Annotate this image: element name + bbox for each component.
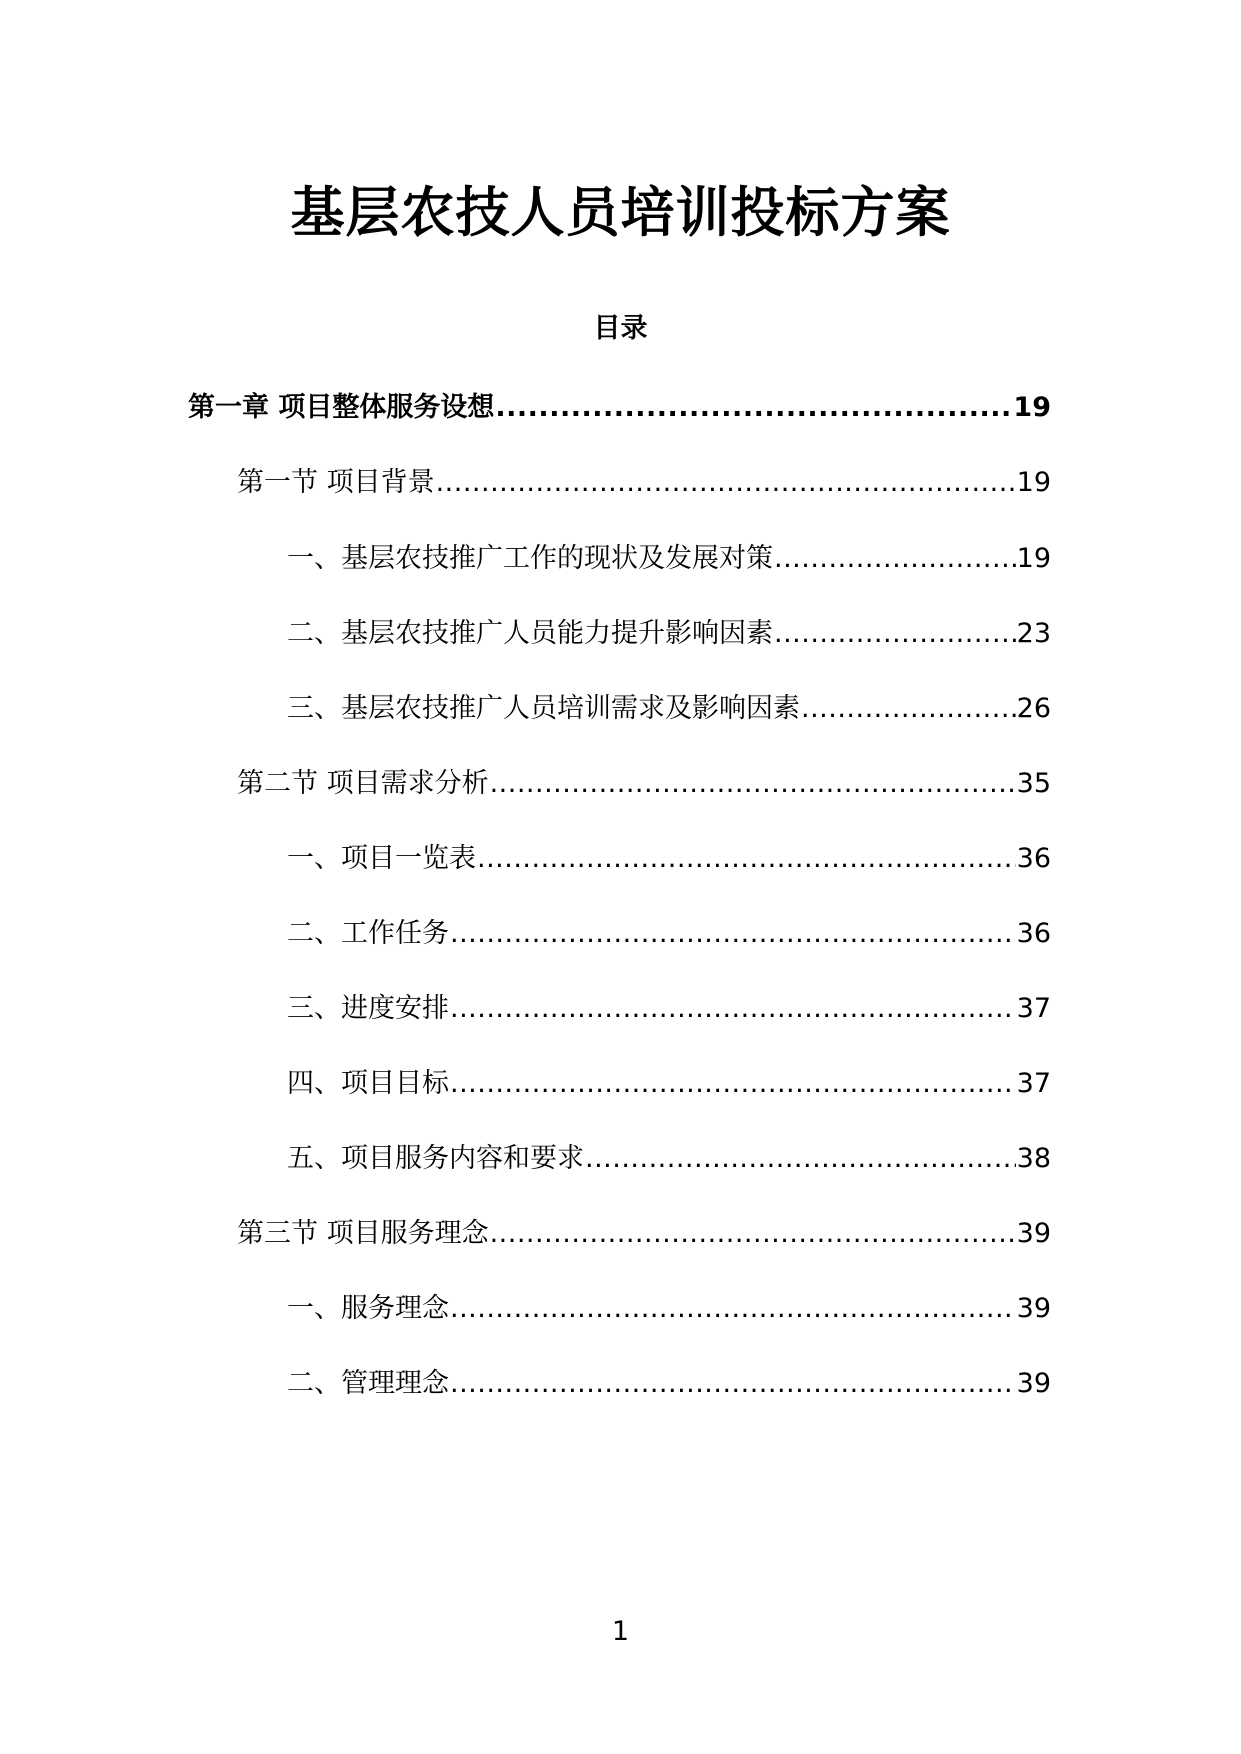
toc-leader-dots [450,1064,1016,1104]
toc-entry-page: 37 [1016,1068,1051,1099]
toc-leader-dots [477,839,1016,879]
toc-entry-item[interactable] [287,1064,1051,1104]
toc-entry-page: 39 [1016,1218,1051,1249]
toc-entry-item[interactable] [287,989,1051,1029]
toc-leader-dots [774,614,1016,654]
toc-entry-section-3[interactable] [237,1214,1051,1254]
toc-leader-dots [585,1139,1016,1179]
toc-entry-label: 第二节 项目需求分析 [237,768,489,799]
toc-entry-chapter-1[interactable] [188,388,1051,428]
toc-entry-label: 三、进度安排 [287,993,449,1024]
toc-entry-page: 23 [1016,618,1051,649]
toc-leader-dots [495,388,1012,428]
toc-entry-label: 第三节 项目服务理念 [237,1218,489,1249]
toc-entry-page: 37 [1016,993,1051,1024]
toc-entry-page: 19 [1016,467,1051,498]
toc-entry-item[interactable] [287,539,1051,579]
toc-entry-item[interactable] [287,1364,1051,1404]
toc-entry-label: 四、项目目标 [287,1068,449,1099]
toc-entry-page: 19 [1013,392,1051,423]
toc-entry-label: 一、项目一览表 [287,843,476,874]
toc-entry-page: 19 [1016,543,1051,574]
toc-heading: 目录 [593,313,648,344]
toc-entry-page: 36 [1016,843,1051,874]
toc-entry-item[interactable] [287,1289,1051,1329]
toc-entry-label: 五、项目服务内容和要求 [287,1143,584,1174]
toc-leader-dots [450,1364,1016,1404]
toc-leader-dots [490,764,1016,804]
page-number: 1 [611,1616,630,1647]
toc-entry-label: 第一节 项目背景 [237,467,435,498]
toc-entry-label: 一、基层农技推广工作的现状及发展对策 [287,543,773,574]
document-title: 基层农技人员培训投标方案 [290,181,951,244]
toc-leader-dots [436,463,1016,503]
toc-entry-item[interactable] [287,839,1051,879]
toc-entry-label: 第一章 项目整体服务设想 [188,392,495,423]
toc-entry-item[interactable] [287,1139,1051,1179]
toc-entry-page: 35 [1016,768,1051,799]
toc-entry-item[interactable] [287,689,1051,729]
toc-leader-dots [450,914,1016,954]
toc-leader-dots [490,1214,1016,1254]
toc-leader-dots [450,989,1016,1029]
toc-entry-item[interactable] [287,614,1051,654]
toc-entry-label: 三、基层农技推广人员培训需求及影响因素 [287,693,800,724]
toc-entry-label: 一、服务理念 [287,1293,449,1324]
toc-entry-page: 39 [1016,1368,1051,1399]
toc-leader-dots [801,689,1016,729]
toc-entry-label: 二、管理理念 [287,1368,449,1399]
toc-entry-page: 36 [1016,918,1051,949]
toc-entry-label: 二、基层农技推广人员能力提升影响因素 [287,618,773,649]
toc-entry-page: 26 [1016,693,1051,724]
toc-leader-dots [774,539,1016,579]
toc-entry-section-1[interactable] [237,463,1051,503]
toc-leader-dots [450,1289,1016,1329]
toc-entry-page: 39 [1016,1293,1051,1324]
toc-entry-section-2[interactable] [237,764,1051,804]
toc-entry-item[interactable] [287,914,1051,954]
toc-entry-page: 38 [1016,1143,1051,1174]
toc-entry-label: 二、工作任务 [287,918,449,949]
